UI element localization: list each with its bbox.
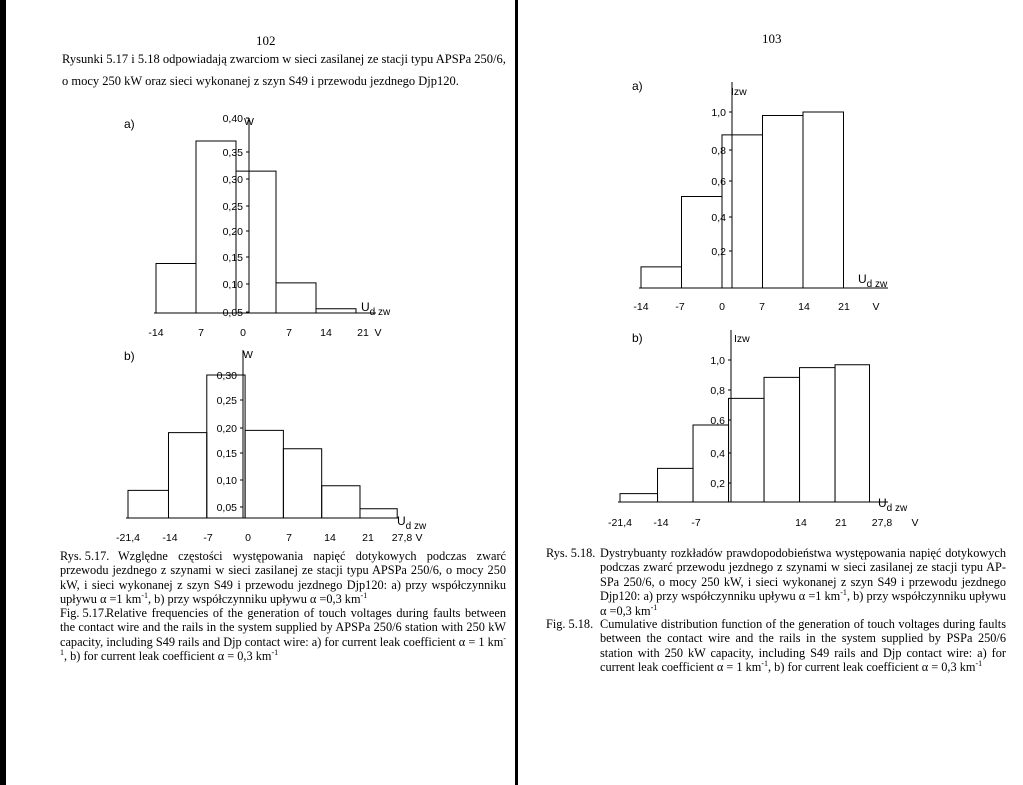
bar [641,267,682,288]
x-tick-label: -21,4 [116,532,140,544]
y-axis-label: Izw [734,333,750,345]
caption-label: Fig. 5.17. [60,606,108,620]
y-axis-label: Izw [731,86,747,98]
chart-fig517a [106,108,406,343]
bar [763,116,804,288]
bar [658,468,694,502]
y-tick-label: 0,6 [711,176,726,188]
intro-line: Rysunki 5.17 i 5.18 odpowiadają zwarciom w sieci zasilanej ze stacji typu APSPa 250/6, [62,52,506,66]
bar [156,264,196,313]
x-tick-label: 21 [835,517,847,529]
x-tick-label: -7 [675,301,685,313]
y-tick-label: 0,10 [222,279,243,291]
x-tick-label: -7 [691,517,701,529]
bar [800,368,836,502]
x-tick-label: 14 [324,532,336,544]
y-tick-label: 0,2 [710,478,725,490]
intro-text [62,52,512,89]
bar [360,509,397,518]
caption-label: Rys. 5.18. [546,546,596,560]
bar [729,398,765,502]
y-tick-label: 0,20 [216,423,237,435]
x-tick-label: 27,8 [391,532,413,544]
y-tick-label: 0,8 [710,385,725,397]
x-tick-label: V [911,517,919,529]
caption-text: Cumulative distribution function of the generation of touch voltages during faults between the contact wire and the rails in the system supplied by PSPa 250/6 station with 250 kW capacity, including S49 rails and Djp contact wire: a) for current leak coefficient α = 1 km [600,617,1006,675]
x-tick-label: 14 [795,517,807,529]
y-tick-label: 0,4 [711,212,726,224]
page-number: 102 [256,33,276,48]
x-tick-label: -21,4 [608,517,632,529]
bar [835,365,869,502]
caption-en: Fig. 5.17. Relative frequencies of the generation of touch voltages during faults between the contact wire and the rails in the system supplied by APSPa 250/6 station with 250 kW capacity, including S49 rails and Djp contact wire: a) for current leak coefficient α = 1 $km^{-1}$, b) for current leak coefficient α = 0,3 $km^{-1}$ [60,606,506,664]
x-tick-label: V [872,301,880,313]
y-tick-label: 0,35 [222,147,243,159]
bar [168,433,206,518]
x-tick-label: 21 [357,327,369,339]
y-tick-label: 0,8 [711,145,726,157]
x-tick-label: V [415,532,423,544]
y-tick-label: 1,0 [711,107,726,119]
x-tick-label: V [374,327,382,339]
panel-label: a) [632,79,643,93]
bar [128,490,168,518]
intro-line: o mocy 250 kW oraz sieci wykonanej z szyn S49 i przewodu jezdnego Djp120. [62,74,459,88]
y-tick-label: 0,30 [216,370,237,382]
caption-text: Dystrybuanty rozkładów prawdopodobieństwa występowania napięć dotykowych podczas zwarć przewodu jezdnego z szynami w sieci zasilanej ze stacji typu AP-SPa 250/6, o mocy 250 kW, i sieci wykonanej z szyn S49 i przewodu jezdnego Djp120: a) przy współczynniku upływu α =1 km [600,546,1006,604]
chart-fig518b [518,322,1023,534]
x-tick-label: 7 [286,327,292,339]
y-tick-label: 0,05 [222,307,243,319]
x-tick-label: -7 [203,532,213,544]
bar [316,309,356,313]
y-tick-label: 0,2 [711,246,726,258]
y-tick-label: 0,6 [710,415,725,427]
x-tick-label: 27,8 [871,517,893,529]
right-page [518,0,1023,785]
caption-en: Fig. 5.18. Cumulative distribution function of the generation of touch voltages during faults between the contact wire and the rails in the system supplied by PSPa 250/6 station with 250 kW capacity, including S49 rails and Djp contact wire: a) for current leak coefficient α = 1 $km^{-1}$, b) for current leak coefficient α = 0,3 $km^{-1}$ [546,617,1006,675]
x-axis-label: $U_{d zw}$ [878,496,908,514]
y-tick-label: 0,4 [710,448,725,460]
page-number: 103 [762,31,782,46]
y-tick-label: 0,15 [216,448,237,460]
left-page [6,0,515,785]
bar [803,112,844,288]
y-tick-label: 0,25 [222,201,243,213]
x-tick-label: -14 [653,517,669,529]
caption-pl: Rys. 5.18. Dystrybuanty rozkładów prawdopodobieństwa występowania napięć dotykowych podczas zwarć przewodu jezdnego z szynami w sieci zasilanej ze stacji typu AP-SPa 250/6, o mocy 250 kW, i sieci wykonanej z szyn S49 i przewodu jezdnego Djp120: a) przy współczynniku upływu α =1 $km^{-1}$, b) przy współczynniku upływu α =0,3 $km^{-1}$ [546,546,1006,618]
panel-label: a) [124,117,135,131]
bar [322,486,360,518]
y-tick-label: 0,25 [216,395,237,407]
caption-label: Rys. 5.17. [60,549,110,563]
y-tick-label: 0,20 [222,226,243,238]
x-tick-label: 7 [198,327,204,339]
x-tick-label: 0 [240,327,246,339]
panel-label: b) [632,331,643,345]
x-tick-label: 21 [362,532,374,544]
y-tick-label: 0,10 [216,475,237,487]
x-axis-label: $U_{d zw}$ [361,300,391,318]
y-tick-label: 0,30 [222,174,243,186]
bar [693,425,729,502]
bar [764,377,800,502]
bar [245,430,283,518]
x-tick-label: 21 [838,301,850,313]
y-tick-label: 0,05 [216,502,237,514]
caption-pl: Rys. 5.17. Względne częstości występowania napięć dotykowych podczas zwarć przewodu jezdnego z szynami w sieci zasilanej ze stacji typu APSPa 250/6, o mocy 250 kW, i sieci wykonanej z szyn S49 i przewodu jezdnego Djp120: a) przy współczynniku upływu α =1 $km^{-1}$, b) przy współczynniku upływu α =0,3 $km^{-1}$ [60,549,506,607]
bar [682,196,723,288]
bar [236,171,276,313]
x-tick-label: 0 [245,532,251,544]
caption-label: Fig. 5.18. [546,617,594,631]
y-tick-label: 0,15 [222,252,243,264]
x-tick-label: -14 [148,327,164,339]
bar [276,283,316,313]
x-tick-label: -14 [162,532,178,544]
chart-fig518a [518,70,1023,315]
y-tick-label: 1,0 [710,355,725,367]
x-axis-label: $U_{d zw}$ [858,272,888,290]
x-tick-label: 14 [320,327,332,339]
x-tick-label: 7 [759,301,765,313]
x-tick-label: 0 [719,301,725,313]
chart-fig517b [6,340,515,555]
y-axis-label: W [243,349,253,361]
bar [722,135,763,288]
x-tick-label: 7 [286,532,292,544]
caption-text: Względne częstości występowania napięć dotykowych podczas zwarć przewodu jezdnego z szynami w sieci zasilanej ze stacji typu APSPa 250/6, o mocy 250 kW, i sieci wykonanej z szyn S49 i przewodu jezdnego Djp120: a) przy współczynniku upływu α =1 km [60,549,506,607]
x-tick-label: 14 [798,301,810,313]
caption-text: Relative frequencies of the generation of touch voltages during faults between the contact wire and the rails in the system supplied by APSPa 250/6 station with 250 kW capacity, including S49 rails and Djp contact wire: a) for current leak coefficient α = 1 km [60,606,506,649]
x-tick-label: -14 [633,301,649,313]
y-tick-label: 0,40 [222,113,243,125]
x-axis-label: $U_{d zw}$ [397,514,427,532]
y-axis-label: W [244,116,254,128]
bar [283,449,321,518]
bar [620,494,658,502]
panel-label: b) [124,349,135,363]
